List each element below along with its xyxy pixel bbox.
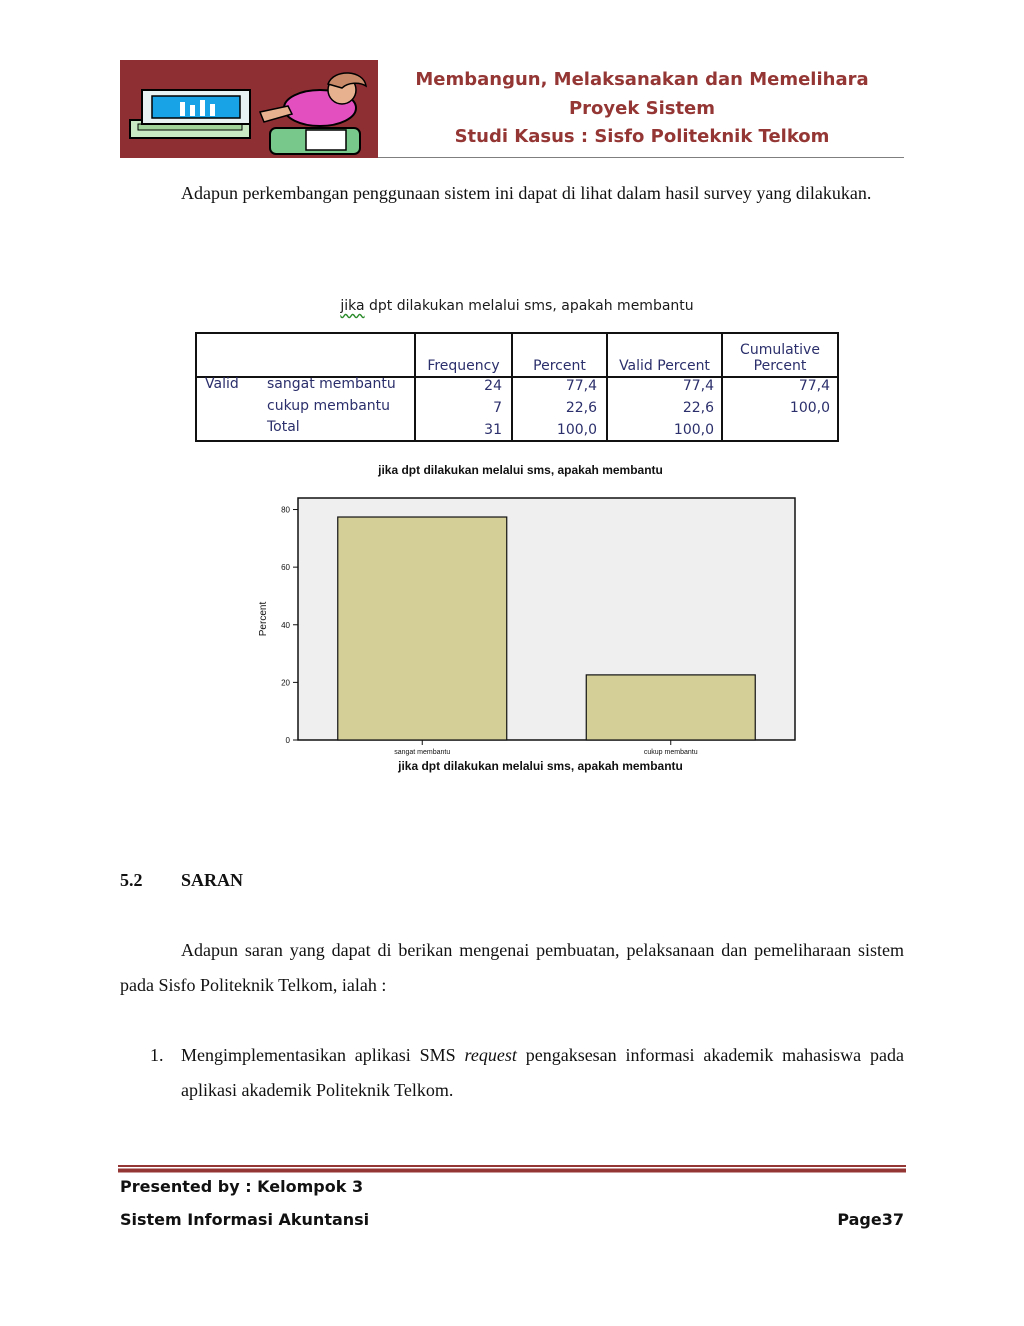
computer-user-illustration-icon <box>120 60 378 158</box>
header-divider <box>378 157 904 158</box>
row-valid-percent: 77,4 <box>682 378 714 394</box>
valid-group-label: Valid <box>205 376 239 392</box>
frequency-table <box>195 332 839 442</box>
header-clipart <box>120 60 378 158</box>
x-axis-label: jika dpt dilakukan melalui sms, apakah membantu <box>398 759 683 773</box>
header-cumulative-line1: Cumulative <box>740 342 820 358</box>
row-valid-percent: 22,6 <box>682 400 714 416</box>
bar-chart <box>240 458 820 783</box>
row-frequency: 31 <box>484 422 502 438</box>
y-tick-label: 0 <box>285 736 290 745</box>
x-tick-label: sangat membantu <box>394 749 451 756</box>
y-tick-label: 80 <box>281 505 290 515</box>
row-cumulative: 100,0 <box>789 400 830 416</box>
row-percent: 100,0 <box>556 422 597 438</box>
footer-page-number: Page37 <box>837 1210 904 1229</box>
intro-paragraph: Adapun perkembangan penggunaan sistem ini dapat di lihat dalam hasil survey yang dilakukan. <box>181 183 872 203</box>
row-label: cukup membantu <box>267 398 391 414</box>
y-tick-label: 20 <box>281 678 290 688</box>
header-percent: Percent <box>533 358 586 374</box>
section-number: 5.2 <box>120 870 143 890</box>
y-tick-label: 40 <box>281 620 290 630</box>
list-item-text-after: pengaksesan informasi akademik mahasiswa pada aplikasi akademik Politeknik Telkom. <box>181 1045 904 1100</box>
header-line-2: Proyek Sistem <box>568 97 716 119</box>
bar-chart-svg <box>240 458 820 778</box>
header-valid-percent: Valid Percent <box>619 358 710 374</box>
row-label: Total <box>267 419 300 435</box>
chart-title: jika dpt dilakukan melalui sms, apakah membantu <box>378 463 663 477</box>
footer-course: Sistem Informasi Akuntansi <box>120 1210 370 1229</box>
bar <box>338 517 507 740</box>
list-item-emphasis: request <box>464 1045 517 1065</box>
header-line-1: Membangun, Melaksanakan dan Memelihara <box>415 69 869 90</box>
table-caption-word: jika <box>340 298 365 314</box>
saran-paragraph: Adapun saran yang dapat di berikan mengenai pembuatan, pelaksanaan dan pemeliharaan sistem pada Sisfo Politeknik Telkom, ialah : <box>120 940 904 995</box>
row-label: sangat membantu <box>267 376 396 392</box>
bar <box>586 675 755 740</box>
footer-presented-by: Presented by : Kelompok 3 <box>120 1177 364 1196</box>
row-percent: 22,6 <box>565 400 597 416</box>
list-item-text <box>181 1038 904 1108</box>
x-tick-label: cukup membantu <box>643 749 698 756</box>
header-frequency: Frequency <box>427 358 500 374</box>
row-frequency: 24 <box>484 378 502 394</box>
header-line-3: Studi Kasus : Sisfo Politeknik Telkom <box>454 126 830 147</box>
footer-rule <box>118 1164 906 1174</box>
list-item-text-before: Mengimplementasikan aplikasi SMS <box>181 1045 465 1065</box>
table-caption-rest: dpt dilakukan melalui sms, apakah membantu <box>364 298 694 314</box>
row-valid-percent: 100,0 <box>673 422 714 438</box>
y-tick-label: 60 <box>281 563 290 573</box>
y-axis-label: Percent <box>258 601 269 637</box>
row-cumulative: 77,4 <box>798 378 830 394</box>
list-item-number: 1. <box>150 1045 164 1065</box>
table-caption <box>195 298 839 314</box>
header-cumulative-line2: Percent <box>753 358 807 374</box>
row-percent: 77,4 <box>565 378 597 394</box>
header-title <box>388 66 896 152</box>
section-title: SARAN <box>181 870 244 890</box>
row-frequency: 7 <box>493 400 502 416</box>
